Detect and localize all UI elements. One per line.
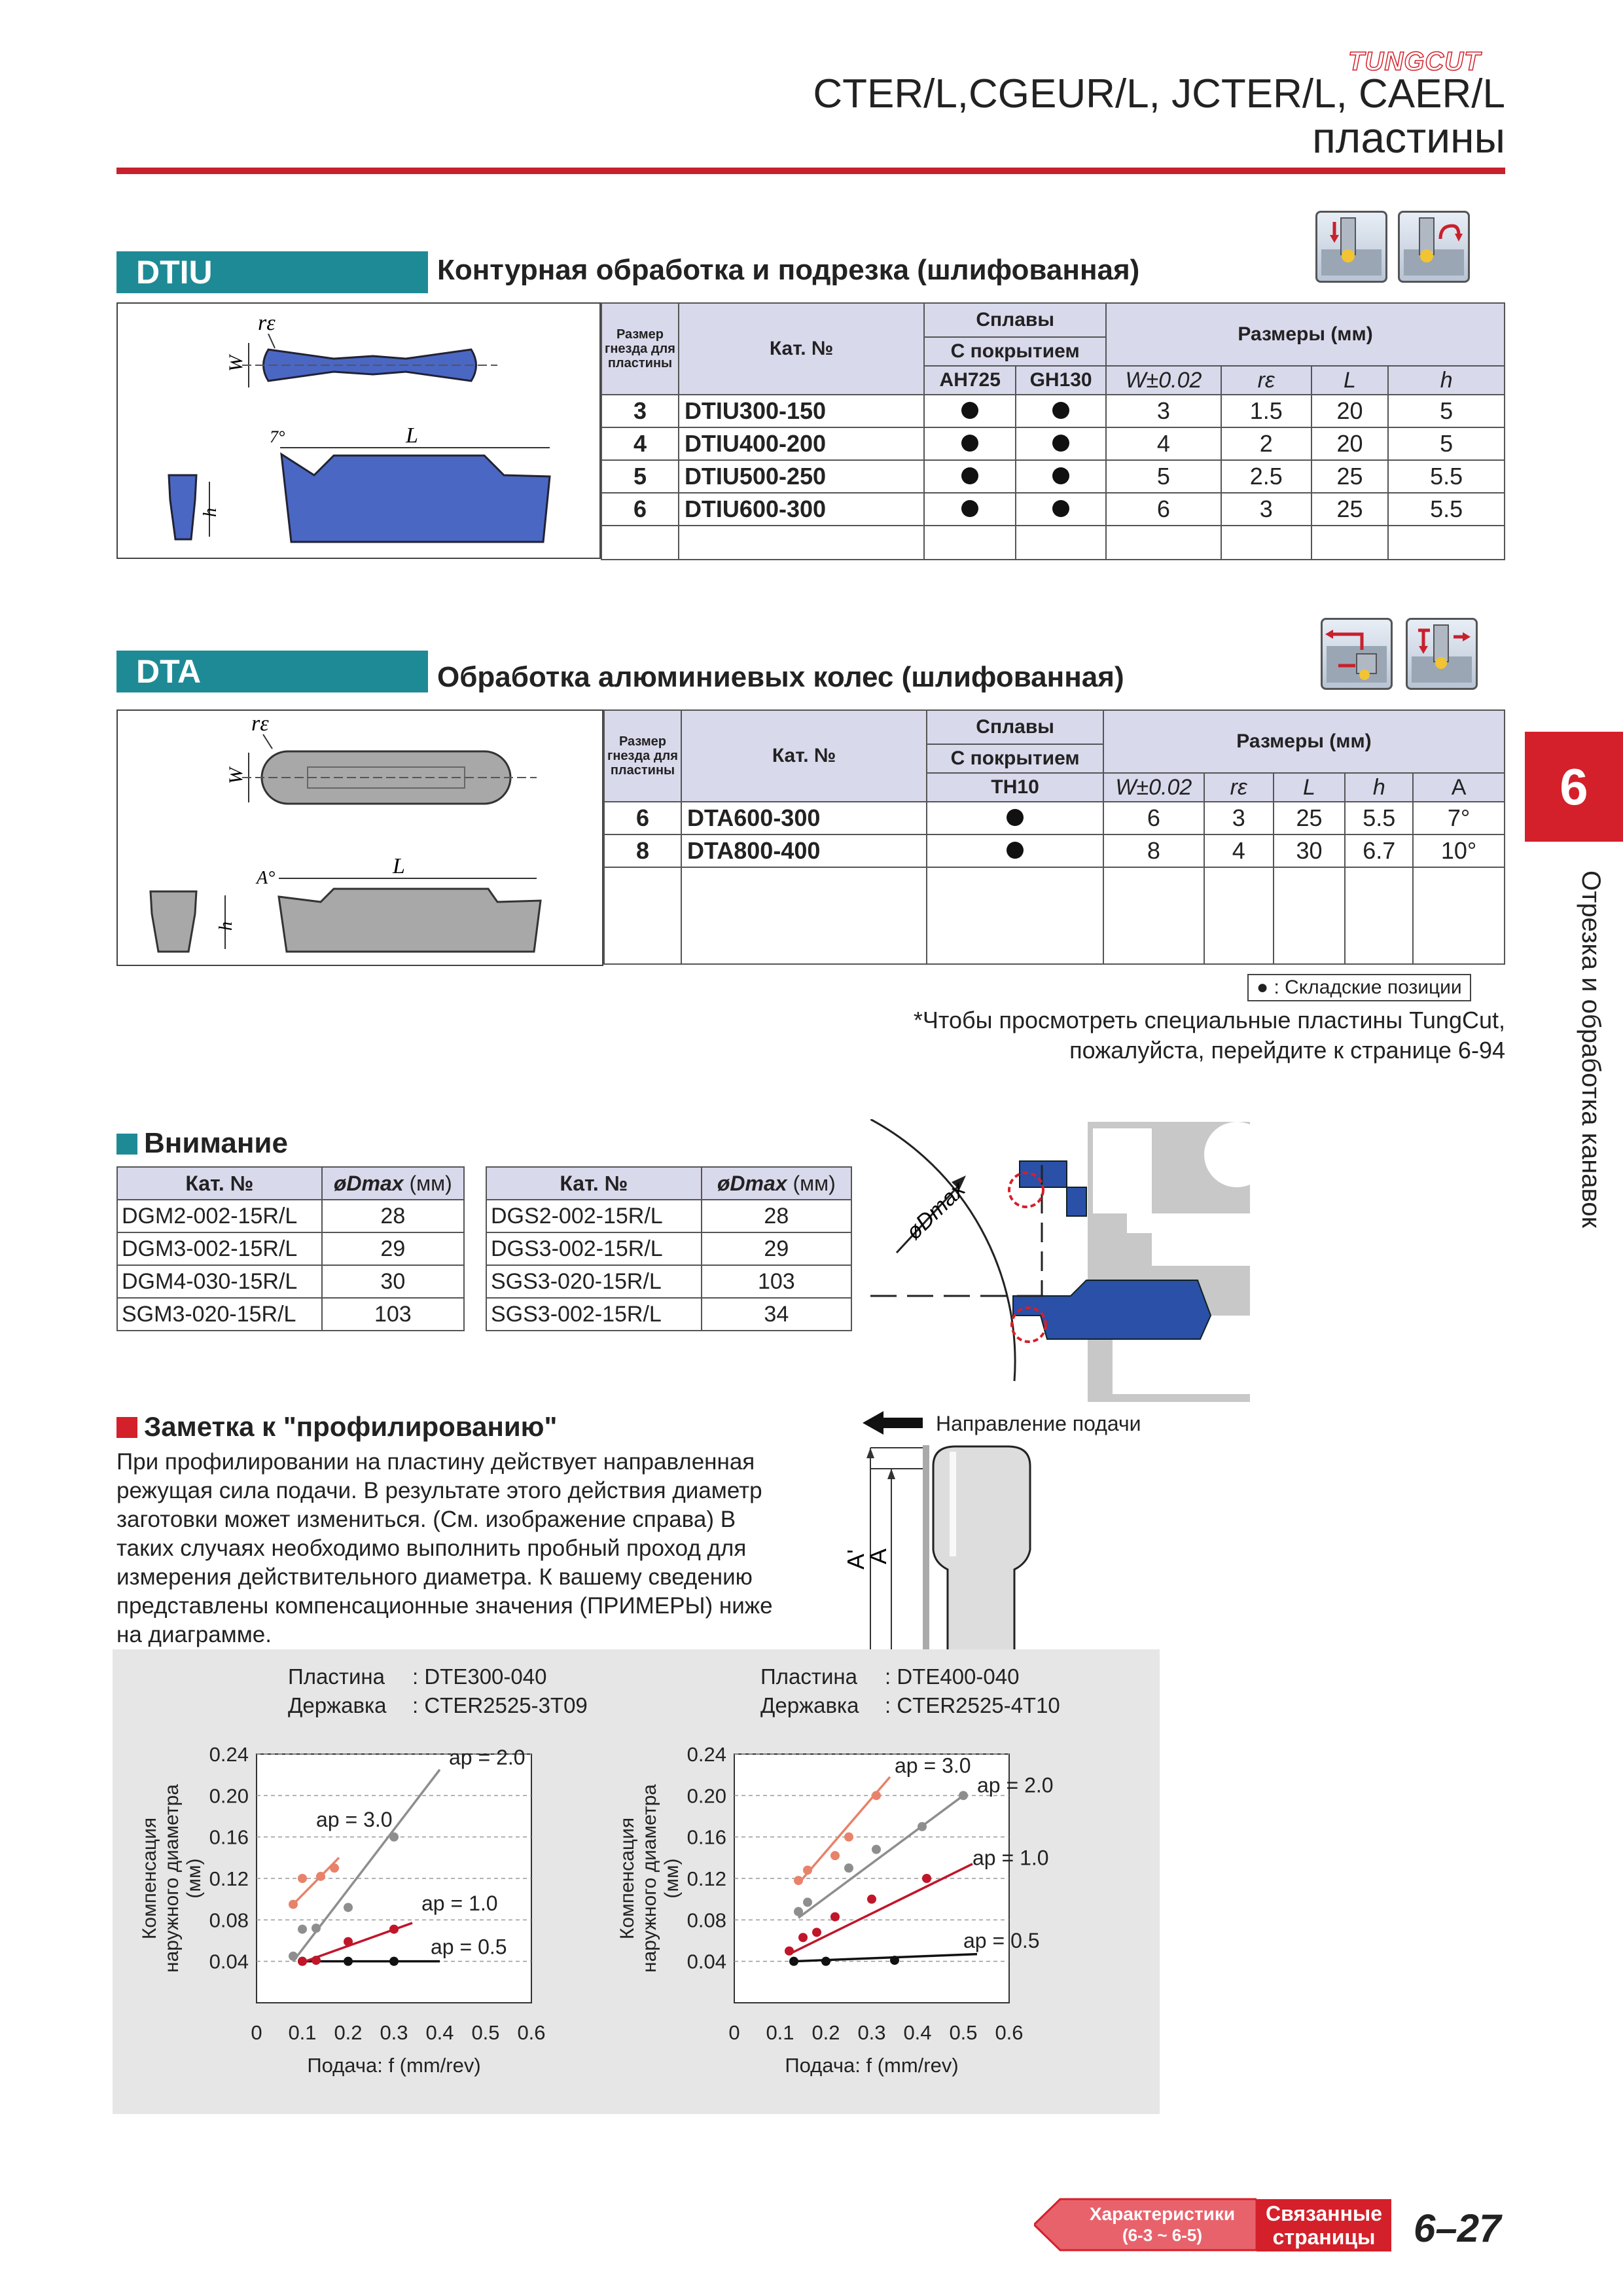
dta-drawing [116,709,603,966]
y-tick-label: 0.24 [687,1743,726,1766]
related-pages-link[interactable]: Связанные страницы [1257,2199,1391,2251]
profiling-text: При профилировании на пластину действует направленная режущая сила подачи. В результате этого действия диаметр заготовки может измениться. (См. изображение справа) В таких случаях необходимо выполнить пробный проход для измерения действительного диаметра. К вашему сведению представлены компенсационные значения (ПРИМЕРЫ) ниже на диаграмме. [116,1449,773,1647]
series-label: ap = 1.0 [421,1892,498,1916]
chart-info-left: Пластина : DTE300-040 Державка : CTER2525-3T09 [288,1664,588,1717]
table-row: SGS3-002-15R/L 34 [486,1298,851,1331]
data-point [830,1851,840,1860]
data-point [312,1924,321,1933]
data-point [890,1956,899,1965]
y-tick-label: 0.08 [209,1909,249,1932]
data-point [298,1925,307,1934]
data-point [872,1845,881,1854]
y-tick-label: 0.04 [209,1950,249,1973]
y-axis-label-line: наружного диаметра [161,1784,183,1973]
stock-dot [1052,500,1069,517]
table-row: 5 DTIU500-250 5 2.5 25 5.5 [601,460,1505,493]
turning-icon [1321,618,1393,690]
data-point [312,1956,321,1965]
data-point [872,1791,881,1800]
data-point [821,1957,830,1966]
col-dims: Размеры (мм) [1106,303,1505,366]
data-point [389,1833,399,1842]
svg-text:h: h [200,508,221,517]
table-row: 8 DTA800-400 8 4 30 6.7 10° [604,834,1505,867]
dtiu-drawing [116,302,601,559]
data-point [918,1822,927,1831]
table-row: 4 DTIU400-200 4 2 20 5 [601,427,1505,460]
data-point [830,1912,840,1922]
table-row: SGS3-020-15R/L 103 [486,1265,851,1298]
x-tick-label: 0.5 [471,2021,500,2044]
svg-text:rε: rε [251,711,269,736]
stock-dot [961,435,978,452]
svg-text:A': A' [842,1549,869,1570]
stock-dot [961,467,978,484]
dim-h: h [1388,366,1505,395]
data-point [844,1833,853,1842]
y-axis-label-line: Компенсация [616,1817,638,1940]
x-tick-label: 0 [728,2021,740,2044]
col-cat: Кат. № [679,303,924,395]
page-subtitle: пластины [1312,113,1505,162]
data-point [867,1895,876,1904]
x-tick-label: 0.3 [857,2021,886,2044]
feed-diagram [831,1406,1198,1661]
x-tick-label: 0.4 [903,2021,932,2044]
profiling-icon [1398,211,1470,283]
dtiu-table [601,302,1505,560]
svg-text:Направление подачи: Направление подачи [936,1412,1141,1435]
dmax-diagram [870,1119,1250,1405]
x-axis-label: Подача: f (mm/rev) [307,2054,481,2077]
y-tick-label: 0.20 [209,1784,249,1808]
y-tick-label: 0.04 [687,1950,726,1973]
svg-text:(6-3 ~ 6-5): (6-3 ~ 6-5) [1122,2225,1203,2245]
chart-panel [113,1649,1160,2114]
chart-info-right: Пластина : DTE400-040 Державка : CTER2525-4T10 [760,1664,1060,1717]
data-point [785,1946,794,1956]
grade-th10: TH10 [927,773,1103,802]
y-tick-label: 0.12 [209,1867,249,1890]
section-tag-dta: DTA [116,651,428,692]
svg-text:øDmax: øDmax [901,1177,971,1245]
x-tick-label: 0 [251,2021,262,2044]
svg-text:Характеристики: Характеристики [1089,2204,1236,2224]
chart-left [139,1729,636,2096]
data-point [344,1937,353,1946]
y-tick-label: 0.08 [687,1909,726,1932]
svg-text:Отрезка и обработка канавок: Отрезка и обработка канавок [1577,870,1605,1229]
data-point [844,1863,853,1873]
dim-w: W±0.02 [1106,366,1221,395]
table-row: DGM2-002-15R/L 28 [117,1200,464,1232]
data-point [389,1925,399,1934]
svg-text:W: W [225,355,247,372]
data-point [789,1957,798,1966]
table-row: DGM4-030-15R/L 30 [117,1265,464,1298]
table-row: 6 DTIU600-300 6 3 25 5.5 [601,493,1505,526]
series-label: ap = 0.5 [963,1929,1040,1953]
grooving-icon [1315,211,1387,283]
y-tick-label: 0.20 [687,1784,726,1808]
x-axis-label: Подача: f (mm/rev) [785,2054,959,2077]
attention-table-left: Кат. № øDmax (мм) DGM2-002-15R/L 28 DGM3-002-15R/L 29 DGM4-030-15R/L 30 SGM3-020-15R/L 103 [116,1166,465,1331]
series-label: ap = 2.0 [449,1745,526,1769]
chapter-caption [1505,870,1623,1263]
data-point [812,1928,821,1937]
characteristics-link[interactable] [1034,2197,1257,2253]
table-row: SGM3-020-15R/L 103 [117,1298,464,1331]
x-tick-label: 0.1 [288,2021,317,2044]
table-row: 3 DTIU300-150 3 1.5 20 5 [601,395,1505,427]
x-tick-label: 0.3 [380,2021,408,2044]
y-axis-label-line: Компенсация [139,1817,160,1940]
y-axis-label [139,1784,205,1973]
grade-gh130: GH130 [1016,366,1106,395]
svg-text:h: h [216,922,236,931]
series-label: ap = 1.0 [972,1846,1049,1870]
y-tick-label: 0.16 [687,1825,726,1849]
brand-logo: TUNGCUT [1348,47,1481,76]
section-title-dtiu: Контурная обработка и подрезка (шлифованная) [437,254,1140,286]
table-row: 6 DTA600-300 6 3 25 5.5 7° [604,802,1505,834]
svg-text:A: A [865,1548,891,1564]
data-point [803,1865,812,1874]
special-note: *Чтобы просмотреть специальные пластины TungCut, пожалуйста, перейдите к странице 6-94 [913,1007,1505,1064]
data-point [344,1903,353,1912]
data-point [298,1874,307,1883]
table-row: DGS3-002-15R/L 29 [486,1232,851,1265]
table-row: DGS2-002-15R/L 28 [486,1200,851,1232]
svg-text:rε: rε [258,311,276,335]
data-point [330,1863,339,1873]
dta-table: Размер гнезда для пластины Кат. № Сплавы Размеры (мм) С покрытием TH10 W±0.02 rε L h A 6 DTA600-300 6 3 25 5.5 7° 8 DTA800-400 8 4 30 6.7 10° [603,709,1505,965]
col-seat: Размер гнезда для пластины [601,303,679,395]
stock-dot [1052,467,1069,484]
svg-text:L: L [393,854,405,878]
data-point [289,1952,298,1961]
profiling-title: Заметка к "профилированию" [116,1411,557,1443]
col-alloys: Сплавы [924,303,1106,337]
data-point [289,1900,298,1909]
facing-icon [1406,618,1478,690]
series-label: ap = 3.0 [895,1753,971,1778]
y-axis-label-line: (мм) [183,1858,205,1899]
page-title: CTER/L,CGEUR/L, JCTER/L, CAER/L [813,71,1505,117]
data-point [798,1933,808,1942]
y-axis-label-line: (мм) [661,1858,683,1899]
svg-text:W: W [225,768,247,784]
data-point [794,1907,803,1916]
stock-dot [1007,842,1024,859]
y-axis-label-line: наружного диаметра [639,1784,660,1973]
x-tick-label: 0.4 [425,2021,454,2044]
svg-text:L: L [406,423,418,448]
data-point [803,1897,812,1907]
series-label: ap = 0.5 [431,1935,507,1959]
attention-title: Внимание [116,1127,288,1160]
section-title-dta: Обработка алюминиевых колес (шлифованная) [437,661,1124,693]
attention-table-right: Кат. № øDmax (мм) DGS2-002-15R/L 28 DGS3-002-15R/L 29 SGS3-020-15R/L 103 SGS3-002-15R/L 34 [486,1166,852,1331]
stock-dot [1007,809,1024,826]
x-tick-label: 0.5 [949,2021,978,2044]
x-tick-label: 0.2 [812,2021,840,2044]
header-divider [116,168,1505,174]
x-tick-label: 0.6 [517,2021,546,2044]
y-axis-label [616,1784,683,1973]
x-tick-label: 0.1 [766,2021,794,2044]
data-point [344,1957,353,1966]
table-row: DGM3-002-15R/L 29 [117,1232,464,1265]
chapter-tab[interactable]: 6 [1525,732,1623,842]
data-point [316,1872,325,1881]
stock-dot [1052,402,1069,419]
chart-right [616,1729,1127,2096]
series-label: ap = 3.0 [316,1807,393,1831]
legend: ● : Складские позиции [1247,974,1471,1001]
stock-dot [961,500,978,517]
section-tag-dtiu: DTIU [116,251,428,293]
y-tick-label: 0.24 [209,1743,249,1766]
y-tick-label: 0.16 [209,1825,249,1849]
page-number: 6–27 [1414,2206,1501,2250]
x-tick-label: 0.6 [995,2021,1024,2044]
data-point [298,1957,307,1966]
y-tick-label: 0.12 [687,1867,726,1890]
col-coated: С покрытием [924,337,1106,366]
dim-l: L [1311,366,1389,395]
data-point [389,1957,399,1966]
svg-text:A°: A° [257,868,276,888]
series-label: ap = 2.0 [977,1773,1054,1797]
svg-text:7°: 7° [270,427,285,446]
data-point [922,1874,931,1883]
data-point [794,1876,803,1885]
grade-ah725: AH725 [924,366,1016,395]
x-tick-label: 0.2 [334,2021,363,2044]
data-point [959,1791,968,1800]
stock-dot [961,402,978,419]
stock-dot [1052,435,1069,452]
dim-r: rε [1221,366,1311,395]
